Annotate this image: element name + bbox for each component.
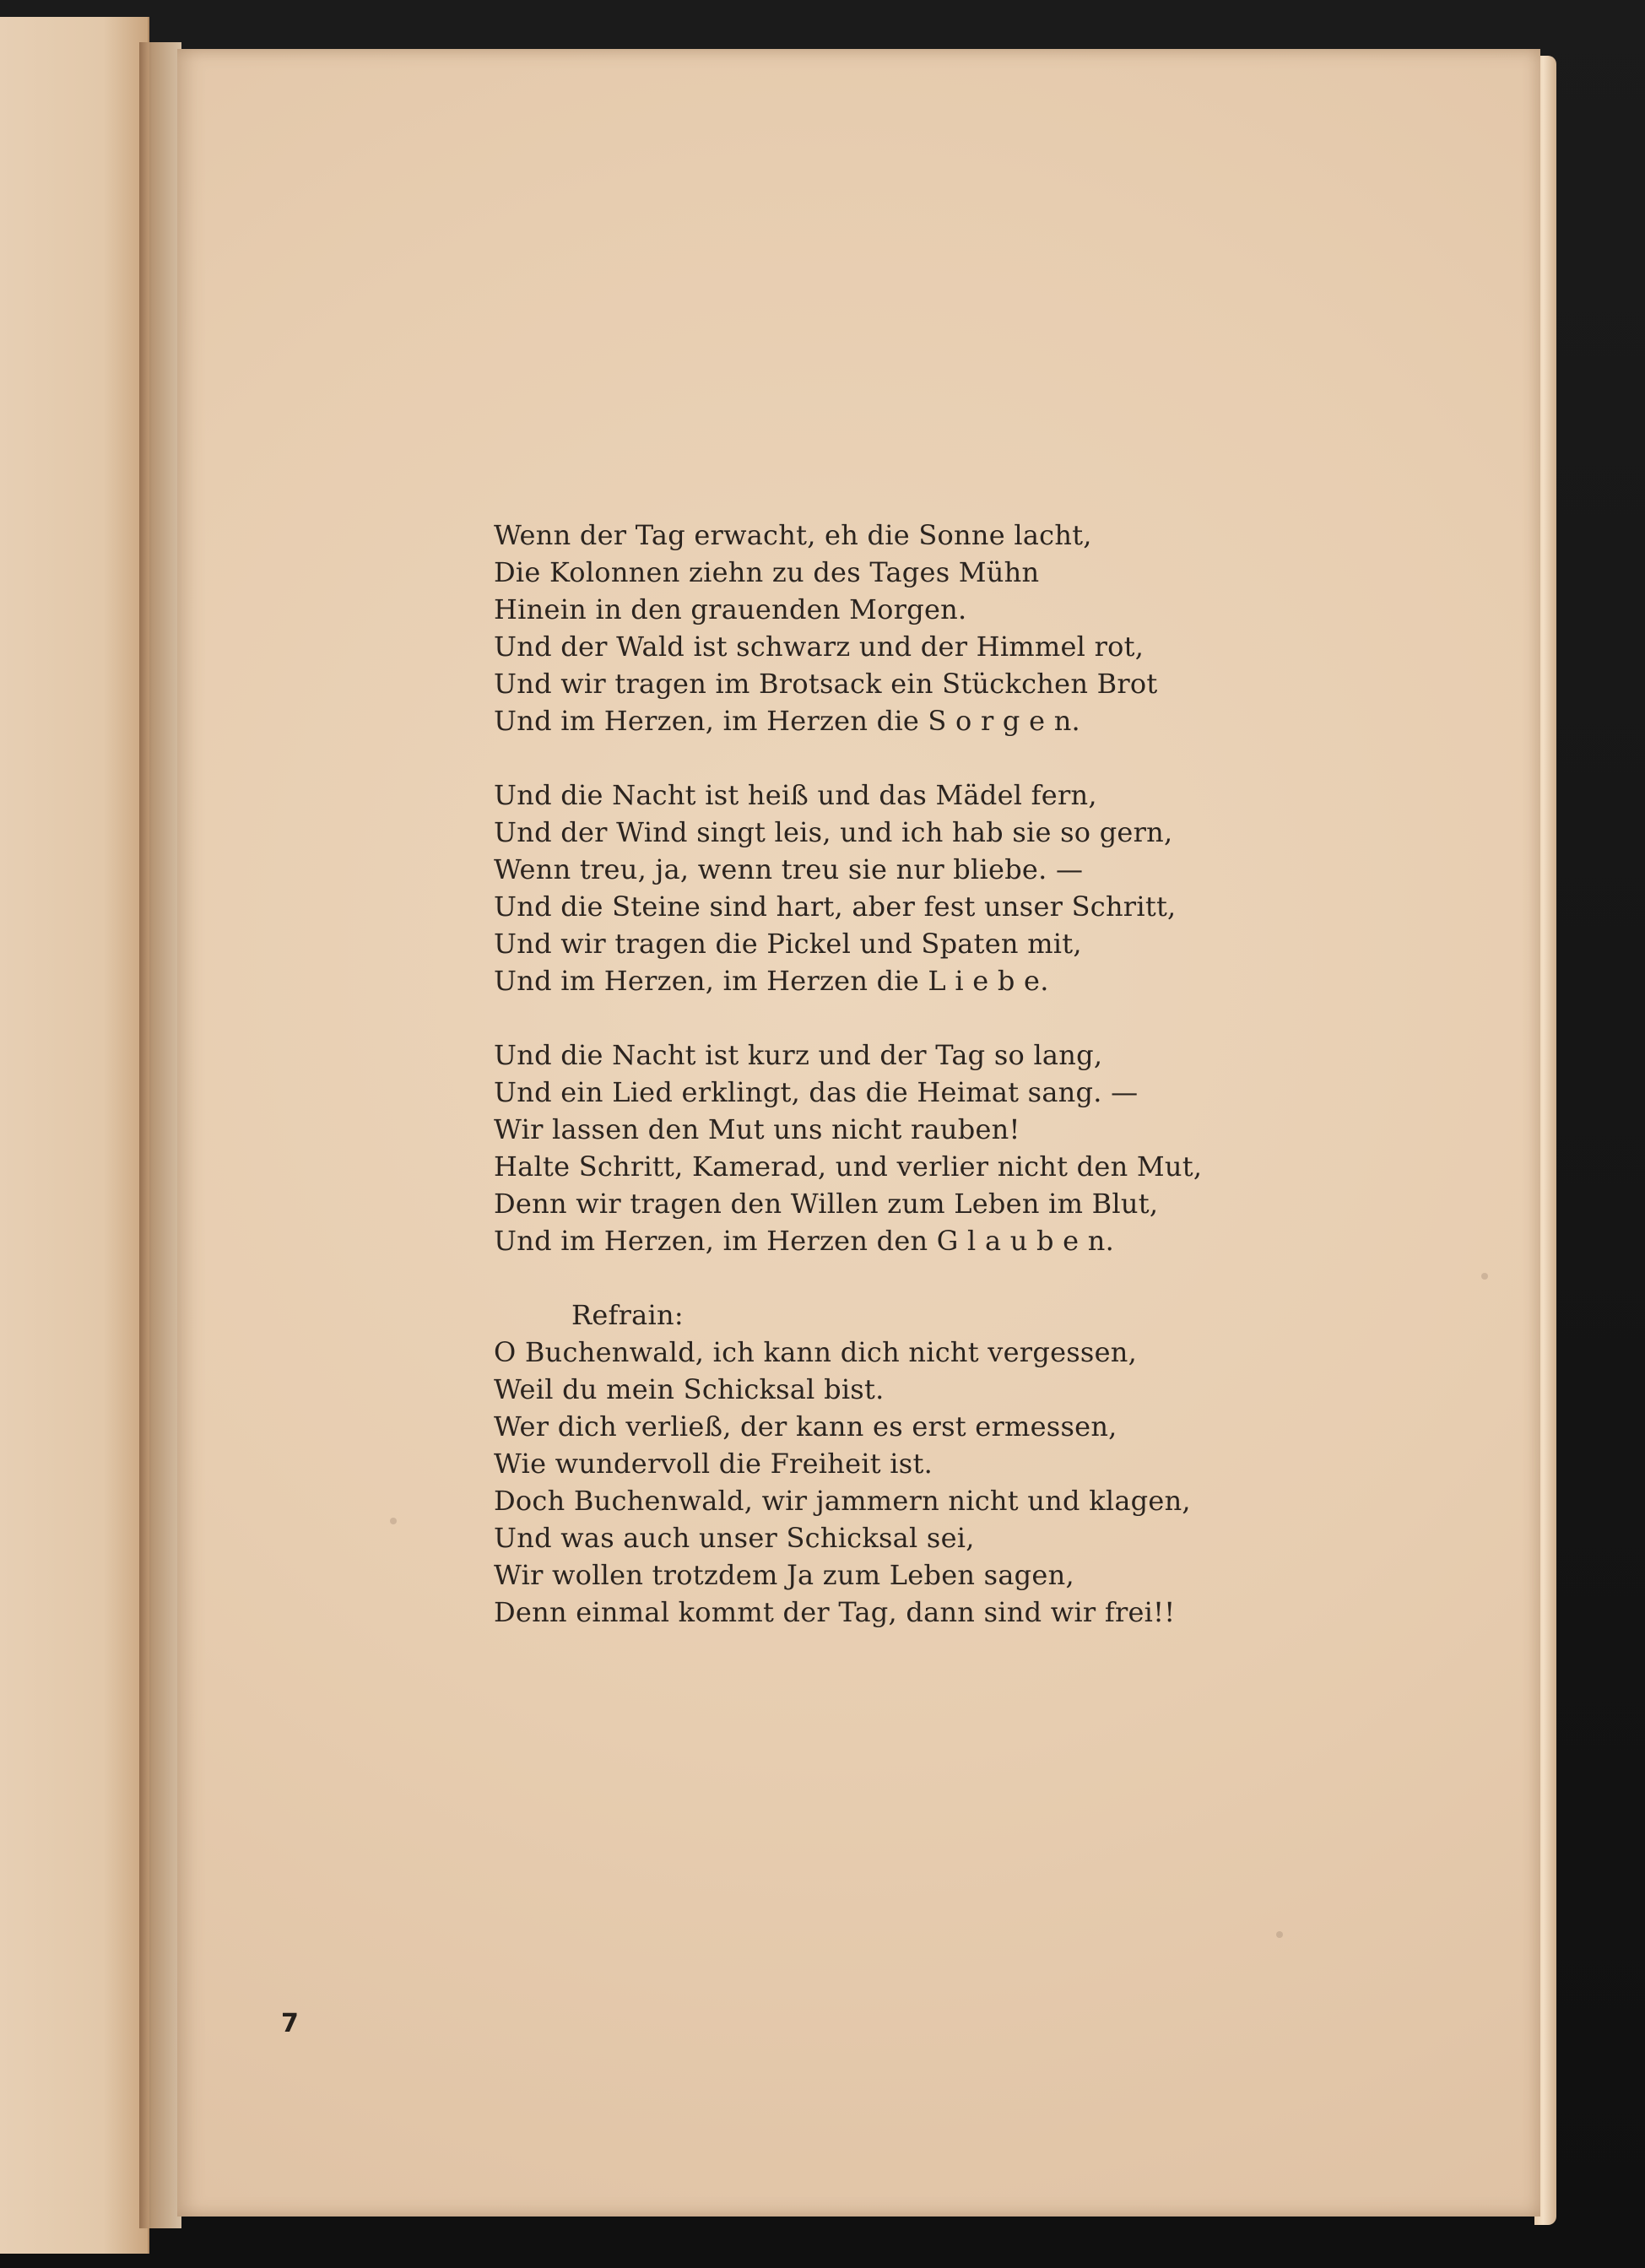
- refrain-line: Denn einmal kommt der Tag, dann sind wir frei!!: [494, 1596, 1176, 1628]
- poem-line: Und wir tragen im Brotsack ein Stückchen Brot: [494, 668, 1158, 700]
- paper-speck: [1276, 1931, 1283, 1938]
- stanza-3: [494, 1037, 1346, 1259]
- poem-line: Und wir tragen die Pickel und Spaten mit,: [494, 928, 1082, 960]
- poem-line: Und die Steine sind hart, aber fest unser Schritt,: [494, 890, 1177, 923]
- refrain-line: Wir wollen trotzdem Ja zum Leben sagen,: [494, 1559, 1074, 1591]
- poem-line: Und im Herzen, im Herzen den G l a u b e n.: [494, 1225, 1115, 1257]
- page-number: 7: [281, 2009, 299, 2038]
- left-page-edge: [0, 17, 149, 2254]
- poem-line: Und die Nacht ist heiß und das Mädel fern,: [494, 779, 1097, 811]
- stanza-2: [494, 777, 1346, 999]
- poem-line: Und ein Lied erklingt, das die Heimat sang. —: [494, 1076, 1139, 1108]
- refrain-line: Doch Buchenwald, wir jammern nicht und klagen,: [494, 1485, 1191, 1517]
- poem-line: Hinein in den grauenden Morgen.: [494, 593, 967, 625]
- poem-line: Und der Wind singt leis, und ich hab sie so gern,: [494, 816, 1173, 848]
- poem-line: Und im Herzen, im Herzen die S o r g e n.: [494, 705, 1080, 737]
- poem-line: Die Kolonnen ziehn zu des Tages Mühn: [494, 556, 1040, 588]
- poem-line: Wenn der Tag erwacht, eh die Sonne lacht,: [494, 519, 1092, 551]
- refrain-line: Weil du mein Schicksal bist.: [494, 1373, 885, 1405]
- poem-line: Wir lassen den Mut uns nicht rauben!: [494, 1113, 1020, 1145]
- paper-speck: [1481, 1273, 1488, 1280]
- refrain-line: Und was auch unser Schicksal sei,: [494, 1522, 975, 1554]
- stanza-1: [494, 517, 1346, 739]
- refrain-label: Refrain:: [571, 1299, 684, 1331]
- poem-line: Und der Wald ist schwarz und der Himmel rot,: [494, 631, 1144, 663]
- refrain-line: Wie wundervoll die Freiheit ist.: [494, 1448, 933, 1480]
- poem-line: Und die Nacht ist kurz und der Tag so lang,: [494, 1039, 1103, 1071]
- poem-line: Und im Herzen, im Herzen die L i e b e.: [494, 965, 1049, 997]
- refrain-line: O Buchenwald, ich kann dich nicht vergessen,: [494, 1336, 1138, 1368]
- book-gutter: [139, 42, 181, 2228]
- poem-line: Wenn treu, ja, wenn treu sie nur bliebe. —: [494, 853, 1084, 885]
- refrain-line: Wer dich verließ, der kann es erst ermessen,: [494, 1410, 1117, 1443]
- poem-text: [494, 517, 1346, 1668]
- poem-line: Halte Schritt, Kamerad, und verlier nicht den Mut,: [494, 1150, 1203, 1183]
- poem-line: Denn wir tragen den Willen zum Leben im Blut,: [494, 1188, 1159, 1220]
- paper-speck: [390, 1518, 397, 1524]
- refrain: [494, 1296, 1346, 1631]
